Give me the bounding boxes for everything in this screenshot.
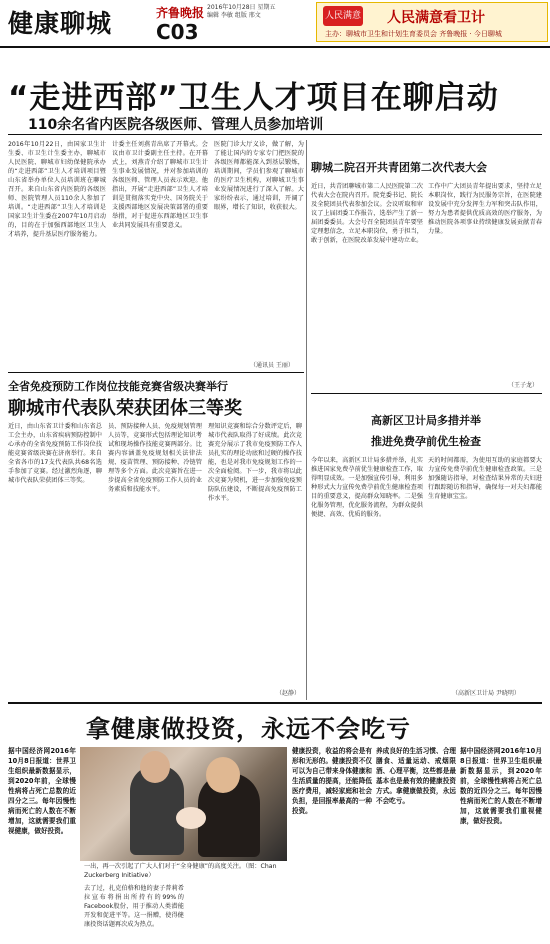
page-code: C03 <box>156 20 199 44</box>
banner-subtitle: 主办：聊城市卫生和计划生育委员会 齐鲁晚报 · 今日聊城 <box>325 30 502 38</box>
article-column: 工作中广大团员青年提出要求，坚持立足本职岗位，践行为民服务宗旨，在医院建设发展中充分发挥生力军和突击队作用，努力为患者提供优质高效的医疗服务，为推动医院各项事业持续健康发展贡献青春力量。 <box>428 183 542 235</box>
column-divider <box>306 140 307 700</box>
article-column: 天的时间都需，为使用互助的家庭都要大力宣传免费孕前优生健康检查政策。三是加强随访指导，对检查结果异常的夫妇进行跟踪随访和指导，确保每一对夫妇都能生育健康宝宝。 <box>428 457 542 500</box>
article-byline: （通讯员 王丽） <box>250 362 294 369</box>
page-header <box>0 0 550 48</box>
divider <box>8 372 304 373</box>
article-column: 计委主任刘燕青出席了开幕式。会议由市卫计委副主任主持。在开幕式上，刘燕青介绍了聊城市卫生计生事业发展情况，并对参加培训的各级医师、管理人员表示欢迎。他指出，开展“走进西部”卫生人才培训是贯彻落实党中央、国务院关于支援西部地区发展决策部署的重要举措，对于促进东西部地区卫生事业共同发展具有重要意义。 <box>112 141 208 229</box>
issue-date: 2016年10月28日 星期五 <box>207 4 276 11</box>
article-headline: 高新区卫计局多措并举 <box>371 414 481 427</box>
article-column: 去了过，扎克伯格和他的妻子普莉希拉宣布将捐出所持有的99%的Facebook股份，用于推动人类潜能开发和促进平等。这一捐赠，使得健康投资话题再次成为热点。 <box>84 885 184 928</box>
person-head <box>140 751 170 783</box>
newspaper-logo: 齐鲁晚报 <box>156 6 205 20</box>
article-column: 医院门诊大厅义诊，做了解，为了能让国内的专家专门把医院的各级医师都能深入到基层锻炼，培训期间，学员们参观了聊城市的医疗卫生机构，对聊城卫生事业发展情况进行了深入了解。大家纷纷表示，通过培训，开阔了眼界，增长了知识，收获很大。 <box>214 141 304 211</box>
article-column: 健康投资，收益的将会是有形和无形的。健康投资不仅可以为自己带来身体健康和生活质量的提高，还能降低医疗费用，减轻家庭和社会负担，是回报率最高的一种投资。 <box>292 747 372 815</box>
article-byline: （高新区卫计局 尹晓明） <box>452 690 520 697</box>
article-byline: （王子龙） <box>508 382 539 389</box>
article-column: 近日，由山东省卫计委和山东省总工会主办，山东省疾病预防控制中心承办的全省免疫预防工作岗位技能竞赛省级决赛在济南举行。来自全省各市的17支代表队共68名选手参加了竞赛。经过激烈角逐，聊城市代表队荣获团体三等奖。 <box>8 423 102 484</box>
person-head <box>206 757 240 793</box>
article-column: 养成良好的生活习惯、合理膳食、适量运动、戒烟限酒、心理平衡，这些都是最基本也是最有效的健康投资方式。拿健康做投资，永远不会吃亏。 <box>376 747 456 805</box>
article-column: 据中国经济网2016年10月8日报道：世界卫生组织最新数据显示，到2020年前，全球慢性病将占死亡总数的近四分之三。每年因慢性病而死亡的人数在不断增加，这就需要我们重视健康，做好投资。 <box>8 747 76 835</box>
article-column: 据中国经济网2016年10月8日报道：世界卫生组织最新数据显示，到2020年前，全球慢性病将占死亡总数的近四分之三。每年因慢性病而死亡的人数在不断增加，这就需要我们重视健康，做好投资。 <box>460 747 542 825</box>
feature-photo <box>80 747 287 861</box>
article-column: 今年以来，高新区卫计局多措并举，扎实推进国家免费孕前优生健康检查工作，取得明显成效。一是加强宣传引导，利用多种形式大力宣传免费孕前优生健康检查项目的重要意义，提高群众知晓率。二是强化服务管理，优化服务流程，为群众提供便捷、高效、优质的服务。 <box>311 457 423 518</box>
article-column: 员、预防接种人员、免疫规划管理人员等，竞赛形式包括理论知识考试和现场操作技能竞赛两部分。比赛内容涵盖免疫规划相关法律法规、疫苗管理、预防接种、冷链管理等多个方面。此次竞赛旨在进一步提高全省免疫预防工作人员的业务素质和技能水平。 <box>108 423 202 493</box>
article-column: 近日，共青团聊城市第二人民医院第二次代表大会在院内召开。院党委书记、院长及全院团员代表参加会议。会议听取和审议了上届团委工作报告，选举产生了新一届团委委员。大会号召全院团员青年要坚定理想信念，立足本职岗位，勇于担当，敢于创新，在医院改革发展中建功立业。 <box>311 183 423 244</box>
issue-meta <box>207 4 275 20</box>
baby-figure <box>176 807 206 829</box>
column-banner <box>316 2 548 42</box>
photo-caption: 一出，再一次引起了广大人们对于“全身健康”的高度关注。（图：Chan Zuckerberg Initiative） <box>84 863 277 879</box>
article-headline: “走进西部”卫生人才项目在聊启动 <box>8 80 499 116</box>
feature-headline: 拿健康做投资，永远不会吃亏 <box>86 715 411 743</box>
article-subhead: 推进免费孕前优生检查 <box>371 435 481 448</box>
banner-title: 人民满意看卫计 <box>387 10 485 26</box>
article-column: 2016年10月22日，由国家卫生计生委、市卫生计生委主办，聊城市人民医院、聊城市妇幼保健院承办的“走进西部”卫生人才培训项目暨山东省举办单位人员培训班在聊城召开。来自山东省内医院的各级医师、医院管理人员110余人参加了培训。“走进西部”卫生人才培训是国家卫生计生委在2007年10月启动的，目的在于加强西部地区卫生人才培养，提升基层医疗服务能力。 <box>8 141 106 238</box>
section-title: 健康聊城 <box>8 9 113 38</box>
divider <box>8 702 542 704</box>
article-byline: （赵静） <box>276 690 301 697</box>
article-headline: 聊城二院召开共青团第二次代表大会 <box>311 161 487 174</box>
article-kicker: 全省免疫预防工作岗位技能竞赛省级决赛举行 <box>8 380 228 393</box>
article-headline: 聊城市代表队荣获团体三等奖 <box>8 398 242 419</box>
editor-credits: 编辑 李敏 组版 邢文 <box>207 12 261 19</box>
divider <box>311 393 542 394</box>
article-subhead: 110余名省内医院各级医师、管理人员参加培训 <box>28 117 324 133</box>
article-column: 理知识竞赛和综合分数评定后，聊城市代表队取得了好成绩。此次竞赛充分展示了我市免疫预防工作人员扎实的理论功底和过硬的操作技能，也是对我市免疫规划工作的一次全面检阅。下一步，我市将以此次竞赛为契机，进一步加强免疫预防队伍建设，不断提高免疫预防工作水平。 <box>208 423 302 502</box>
divider <box>8 134 542 135</box>
satisfaction-badge-icon: 人民满意 <box>323 6 363 26</box>
